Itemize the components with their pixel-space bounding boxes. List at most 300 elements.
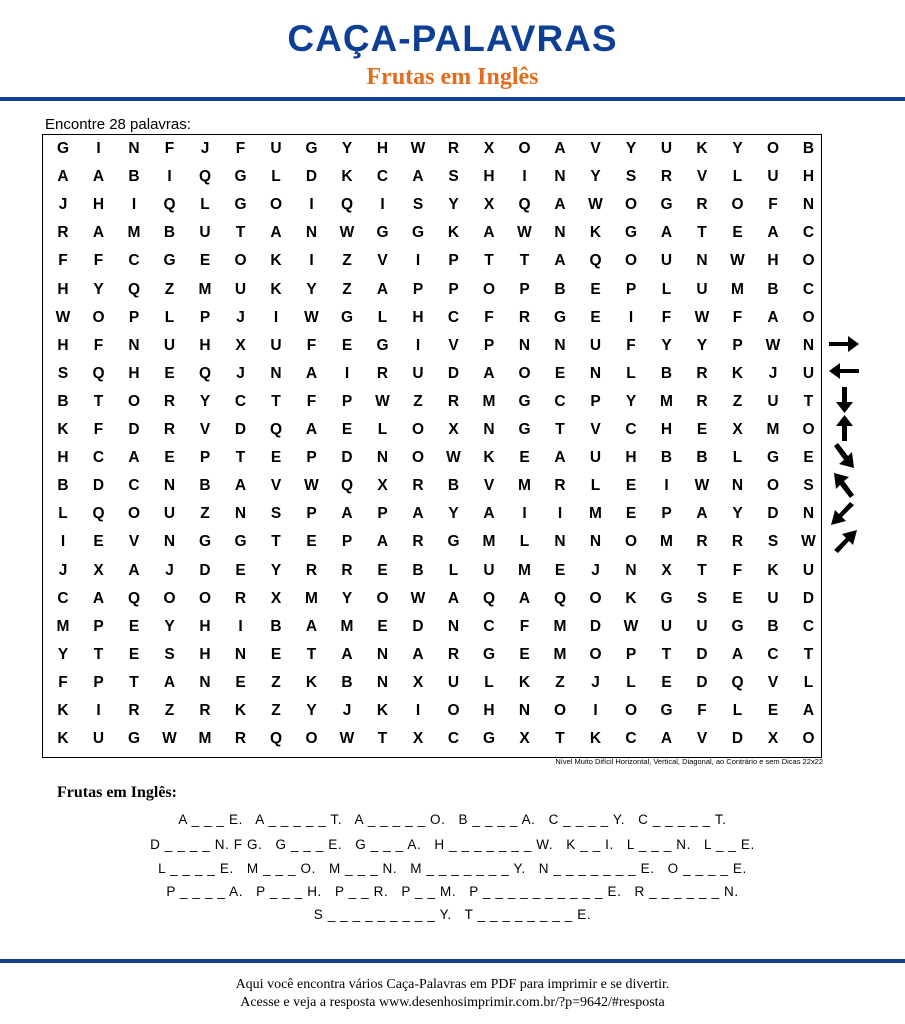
grid-cell: Y: [306, 280, 317, 298]
grid-cell: A: [412, 168, 424, 186]
grid-cell: O: [411, 449, 425, 467]
grid-row: [43, 528, 821, 556]
grid-cell: F: [58, 252, 68, 270]
grid-cell: E: [377, 561, 388, 579]
grid-row: [43, 472, 821, 500]
grid-row: [43, 219, 821, 247]
grid-cell: S: [412, 196, 424, 214]
grid-cell: V: [377, 252, 388, 270]
grid-cell: I: [344, 364, 350, 382]
grid-cell: U: [696, 280, 708, 298]
grid-cell: U: [767, 168, 779, 186]
grid-cell: N: [554, 533, 566, 551]
grid-cell: F: [768, 196, 778, 214]
grid-cell: W: [765, 336, 781, 354]
grid-cell: Y: [306, 702, 317, 719]
grid-cell: A: [305, 617, 318, 635]
grid-cell: O: [269, 196, 283, 214]
grid-cell: O: [766, 477, 780, 495]
grid-cell: I: [273, 308, 279, 326]
grid-cell: O: [624, 196, 638, 214]
grid-cell: O: [553, 702, 567, 719]
grid-cell: Y: [625, 392, 637, 410]
page-title: CAÇA-PALAVRAS: [287, 18, 618, 59]
grid-cell: J: [58, 196, 68, 214]
grid-cell: F: [484, 308, 494, 326]
grid-cell: H: [57, 336, 69, 354]
grid-cell: W: [375, 392, 390, 410]
grid-cell: E: [164, 364, 175, 382]
grid-cell: K: [589, 224, 602, 242]
grid-cell: I: [415, 252, 421, 270]
grid-cell: B: [57, 392, 69, 410]
grid-cell: Z: [164, 702, 175, 719]
grid-cell: I: [167, 168, 172, 186]
grid-cell: C: [57, 589, 69, 607]
grid-cell: I: [593, 702, 598, 719]
grid-cell: P: [625, 280, 637, 298]
grid-cell: O: [127, 505, 141, 523]
grid-cell: C: [483, 617, 495, 635]
grid-cell: G: [127, 730, 141, 748]
grid-cell: W: [730, 252, 745, 270]
grid-cell: A: [412, 645, 424, 663]
grid-cell: G: [234, 533, 247, 551]
grid-cell: U: [199, 224, 211, 242]
grid-cell: W: [517, 224, 532, 242]
grid-cell: L: [732, 702, 743, 719]
grid-cell: U: [234, 280, 247, 298]
grid-cell: G: [163, 252, 176, 270]
grid-cell: A: [92, 224, 105, 242]
grid-cell: U: [447, 673, 460, 691]
grid-cell: H: [199, 336, 211, 354]
grid-cell: K: [696, 140, 708, 157]
grid-cell: B: [270, 617, 282, 635]
grid-cell: G: [411, 224, 425, 242]
grid-cell: N: [731, 477, 744, 495]
grid-cell: D: [447, 364, 460, 382]
grid-cell: E: [625, 477, 637, 495]
arrow-down-left-icon: [826, 499, 862, 527]
grid-cell: E: [661, 673, 672, 691]
grid-cell: O: [163, 589, 176, 607]
grid-cell: H: [57, 449, 69, 467]
grid-cell: Z: [342, 280, 352, 298]
grid-row: [43, 416, 821, 444]
grid-cell: F: [164, 140, 175, 157]
grid-cell: K: [57, 730, 69, 748]
grid-cell: X: [661, 561, 672, 579]
grid-cell: R: [128, 702, 140, 719]
bottom-divider: [0, 959, 905, 963]
grid-row: [43, 585, 821, 613]
grid-cell: I: [380, 196, 385, 214]
grid-cell: N: [234, 505, 247, 523]
grid-cell: W: [446, 449, 461, 467]
grid-cell: I: [522, 168, 527, 186]
grid-cell: I: [415, 336, 421, 354]
grid-cell: A: [92, 168, 105, 186]
grid-cell: D: [589, 617, 602, 635]
grid-cell: M: [553, 645, 567, 663]
grid-cell: K: [270, 280, 282, 298]
grid-cell: W: [304, 477, 319, 495]
grid-cell: T: [555, 421, 565, 438]
grid-cell: C: [802, 617, 815, 635]
grid-cell: R: [199, 702, 211, 719]
grid-cell: C: [447, 730, 460, 748]
grid-cell: N: [483, 421, 495, 438]
grid-cell: E: [270, 645, 282, 663]
grid-cell: H: [199, 617, 211, 635]
arrow-left-icon: [826, 357, 862, 385]
grid-cell: R: [696, 392, 708, 410]
grid-cell: R: [412, 477, 424, 495]
grid-cell: E: [235, 561, 246, 579]
grid-cell: K: [376, 702, 389, 719]
grid-cell: Y: [625, 140, 637, 157]
grid-cell: E: [519, 449, 530, 467]
grid-cell: F: [519, 617, 530, 635]
grid-cell: P: [93, 617, 104, 635]
grid-cell: H: [128, 364, 140, 382]
grid-cell: W: [410, 589, 426, 607]
grid-cell: T: [519, 252, 530, 270]
grid-cell: V: [590, 421, 601, 438]
grid-cell: V: [270, 477, 282, 495]
grid-cell: D: [767, 505, 779, 523]
grid-cell: O: [92, 308, 105, 326]
grid-cell: I: [309, 252, 314, 270]
grid-cell: T: [93, 392, 104, 410]
grid-cell: Q: [340, 196, 354, 214]
grid-cell: T: [271, 392, 281, 410]
grid-row: [43, 500, 821, 528]
grid-cell: U: [589, 449, 602, 467]
grid-cell: R: [447, 645, 460, 663]
grid-cell: J: [236, 308, 245, 326]
grid-cell: A: [92, 589, 105, 607]
grid-cell: X: [519, 730, 530, 748]
grid-cell: E: [341, 336, 353, 354]
grid-cell: I: [60, 533, 66, 551]
grid-cell: V: [590, 140, 601, 157]
grid-cell: A: [554, 252, 566, 270]
grid-cell: A: [483, 505, 495, 523]
grid-cell: E: [767, 702, 779, 719]
grid-cell: O: [624, 252, 638, 270]
grid-cell: B: [767, 280, 779, 298]
grid-cell: O: [127, 392, 141, 410]
grid-row: [43, 613, 821, 641]
grid-cell: T: [129, 673, 139, 691]
grid-row: [43, 304, 821, 332]
grid-cell: G: [376, 224, 389, 242]
direction-legend: [826, 330, 866, 560]
grid-cell: N: [128, 336, 140, 354]
grid-cell: L: [164, 308, 175, 326]
grid-cell: B: [447, 477, 460, 495]
grid-cell: E: [164, 449, 175, 467]
grid-cell: Y: [732, 505, 743, 523]
grid-cell: M: [198, 280, 212, 298]
grid-cell: F: [626, 336, 636, 354]
grid-cell: A: [412, 505, 424, 523]
grid-cell: T: [306, 645, 317, 663]
grid-cell: Z: [342, 252, 352, 270]
grid-cell: U: [270, 336, 282, 354]
grid-cell: L: [732, 168, 743, 186]
grid-cell: A: [696, 505, 708, 523]
grid-cell: A: [767, 308, 779, 326]
grid-cell: F: [235, 140, 246, 157]
grid-cell: Z: [555, 673, 565, 691]
grid-cell: M: [482, 392, 496, 410]
grid-cell: W: [694, 308, 710, 326]
grid-cell: U: [270, 140, 282, 157]
grid-cell: P: [448, 252, 459, 270]
grid-cell: M: [56, 617, 70, 635]
grid-cell: G: [624, 224, 638, 242]
grid-cell: P: [732, 336, 743, 354]
grid-cell: D: [199, 561, 211, 579]
grid-cell: K: [483, 449, 495, 467]
grid-row: [43, 135, 821, 163]
grid-cell: B: [57, 477, 69, 495]
grid-cell: A: [341, 645, 353, 663]
instructions: Encontre 28 palavras:: [45, 116, 191, 133]
grid-cell: J: [165, 561, 174, 579]
grid-cell: A: [660, 730, 673, 748]
grid-cell: P: [448, 280, 459, 298]
grid-cell: R: [163, 392, 176, 410]
grid-cell: E: [554, 561, 566, 579]
grid-cell: E: [519, 645, 530, 663]
grid-cell: I: [131, 196, 137, 214]
grid-cell: X: [93, 561, 104, 579]
grid-cell: O: [731, 196, 744, 214]
grid-cell: P: [341, 392, 353, 410]
grid-cell: D: [128, 421, 140, 438]
grid-cell: N: [554, 336, 566, 354]
grid-cell: H: [767, 252, 779, 270]
grid-cell: M: [340, 617, 354, 635]
grid-cell: P: [341, 533, 353, 551]
grid-cell: Y: [448, 196, 459, 214]
grid-cell: Y: [341, 140, 353, 157]
grid-cell: N: [802, 196, 815, 214]
grid-cell: O: [482, 280, 496, 298]
grid-cell: D: [696, 645, 708, 663]
grid-cell: P: [199, 308, 211, 326]
grid-cell: P: [128, 308, 140, 326]
arrow-right-icon: [826, 330, 862, 358]
grid-cell: Y: [57, 645, 69, 663]
grid-cell: G: [518, 421, 531, 438]
grid-cell: V: [448, 336, 459, 354]
grid-cell: K: [767, 561, 779, 579]
grid-cell: C: [128, 477, 140, 495]
grid-cell: N: [163, 477, 176, 495]
clue-row: S _ _ _ _ _ _ _ _ _ Y. T _ _ _ _ _ _ _ _ E.: [313, 907, 592, 922]
grid-cell: Y: [270, 561, 282, 579]
grid-cell: Q: [518, 196, 531, 214]
grid-cell: P: [519, 280, 530, 298]
grid-cell: E: [128, 617, 140, 635]
grid-cell: M: [518, 561, 531, 579]
grid-cell: T: [555, 730, 565, 748]
grid-cell: R: [234, 730, 247, 748]
grid-cell: U: [163, 505, 176, 523]
grid-cell: C: [554, 392, 566, 410]
grid-cell: P: [483, 336, 495, 354]
grid-cell: Q: [198, 168, 212, 186]
grid-cell: J: [591, 561, 600, 579]
grid-cell: T: [803, 392, 814, 410]
grid-cell: G: [660, 589, 673, 607]
grid-cell: F: [93, 421, 104, 438]
grid-cell: T: [661, 645, 672, 663]
grid-cell: B: [128, 168, 140, 186]
grid-cell: X: [732, 421, 743, 438]
clue-row: L _ _ _ _ E. M _ _ _ O. M _ _ _ N. M _ _ _ _ _ _ _ Y. N _ _ _ _ _ _ _ E. O _ _ _ _ E.: [158, 861, 747, 876]
grid-cell: G: [305, 140, 318, 157]
clue-row: P _ _ _ _ A. P _ _ _ H. P _ _ R. P _ _ M. P _ _ _ _ _ _ _ _ _ _ E. R _ _ _ _ _ _ N.: [166, 884, 739, 899]
grid-cell: N: [447, 617, 460, 635]
grid-cell: D: [92, 477, 105, 495]
grid-cell: M: [553, 617, 567, 635]
grid-cell: L: [661, 280, 672, 298]
grid-cell: V: [128, 533, 140, 551]
grid-cell: B: [696, 449, 708, 467]
grid-cell: G: [56, 140, 70, 157]
grid-cell: O: [624, 702, 638, 719]
grid-cell: P: [306, 505, 317, 523]
footer-text: Aqui você encontra vários Caça-Palavras em PDF para imprimir e se divertir.: [235, 977, 670, 992]
grid-cell: F: [58, 673, 68, 691]
grid-cell: A: [376, 280, 389, 298]
grid-cell: T: [235, 449, 246, 467]
grid-cell: D: [234, 421, 247, 438]
grid-cell: W: [410, 140, 426, 157]
grid-cell: M: [482, 533, 496, 551]
grid-cell: U: [660, 252, 673, 270]
grid-cell: I: [664, 477, 669, 495]
grid-cell: M: [660, 533, 673, 551]
grid-cell: B: [163, 224, 176, 242]
grid-cell: E: [732, 224, 743, 242]
grid-cell: W: [588, 196, 603, 214]
grid-cell: R: [163, 421, 176, 438]
grid-cell: G: [340, 308, 354, 326]
grid-cell: N: [234, 645, 247, 663]
grid-cell: B: [341, 673, 353, 691]
grid-row: [43, 332, 821, 360]
grid-row: [43, 191, 821, 219]
grid-row: [43, 669, 821, 697]
grid-cell: P: [412, 280, 424, 298]
grid-cell: Y: [93, 280, 104, 298]
grid-cell: U: [92, 730, 105, 748]
grid-cell: D: [305, 168, 318, 186]
grid-cell: Q: [553, 589, 567, 607]
grid-cell: W: [694, 477, 710, 495]
grid-cell: T: [697, 561, 707, 579]
grid-cell: N: [128, 140, 140, 157]
grid-cell: N: [376, 449, 389, 467]
grid-cell: R: [660, 168, 673, 186]
grid-cell: I: [238, 617, 243, 635]
arrow-up-right-icon: [826, 528, 862, 556]
grid-cell: B: [660, 364, 673, 382]
grid-cell: Q: [731, 673, 744, 691]
grid-cell: B: [802, 140, 815, 157]
grid-cell: Q: [269, 730, 283, 748]
grid-cell: I: [522, 505, 527, 523]
grid-cell: T: [271, 533, 281, 551]
grid-cell: Z: [200, 505, 210, 523]
grid-cell: B: [767, 617, 779, 635]
arrow-down-icon: [826, 386, 862, 414]
grid-cell: J: [236, 364, 245, 382]
grid-cell: O: [802, 308, 815, 326]
grid-cell: Z: [413, 392, 423, 410]
grid-cell: N: [696, 252, 708, 270]
grid-cell: G: [553, 308, 567, 326]
grid-cell: M: [305, 589, 318, 607]
grid-cell: Q: [198, 364, 212, 382]
grid-cell: N: [589, 533, 602, 551]
grid-cell: N: [518, 702, 531, 719]
grid-cell: V: [483, 477, 495, 495]
grid-cell: O: [589, 645, 602, 663]
grid-row: [43, 697, 821, 725]
grid-cell: P: [306, 449, 317, 467]
grid-cell: K: [518, 673, 531, 691]
grid-cell: T: [697, 224, 707, 242]
grid-cell: M: [198, 730, 212, 748]
grid-cell: E: [377, 617, 388, 635]
grid-cell: A: [660, 224, 673, 242]
grid-cell: Q: [269, 421, 283, 438]
grid-cell: K: [57, 421, 69, 438]
clue-row: A _ _ _ E. A _ _ _ _ _ T. A _ _ _ _ _ O. B _ _ _ _ A. C _ _ _ _ Y. C _ _ _ _ _ T.: [178, 812, 727, 827]
grid-cell: U: [660, 617, 673, 635]
grid-cell: D: [802, 589, 815, 607]
grid-cell: O: [198, 589, 212, 607]
grid-cell: C: [376, 168, 389, 186]
grid-cell: F: [732, 308, 743, 326]
grid-cell: X: [483, 196, 495, 214]
grid-cell: L: [590, 477, 601, 495]
grid-cell: U: [767, 392, 779, 410]
grid-row: [43, 725, 821, 753]
grid-cell: R: [376, 364, 389, 382]
grid-cell: N: [305, 224, 318, 242]
grid-cell: C: [802, 224, 815, 242]
grid-cell: L: [377, 308, 388, 326]
grid-cell: W: [55, 308, 71, 326]
grid-cell: H: [57, 280, 69, 298]
grid-cell: I: [309, 196, 314, 214]
grid-cell: M: [766, 421, 780, 438]
grid-cell: R: [305, 561, 318, 579]
grid-cell: C: [92, 449, 105, 467]
grid-cell: B: [554, 280, 566, 298]
grid-cell: S: [448, 168, 459, 186]
grid-cell: M: [731, 280, 744, 298]
